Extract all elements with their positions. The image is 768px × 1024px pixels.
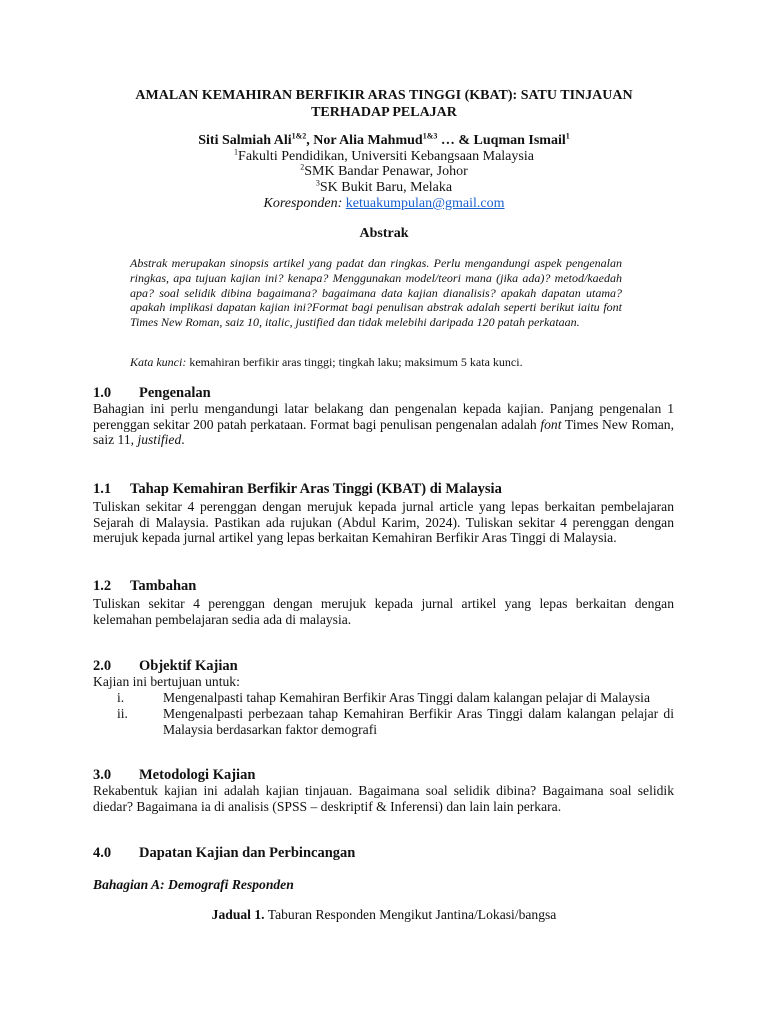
section-1-body-font: font <box>540 416 562 432</box>
correspondence-line <box>0 196 768 212</box>
objective-item-2-text: Mengenalpasti perbezaan tahap Kemahiran Berfikir Aras Tinggi dalam kalangan pelajar di Malaysia berdasarkan faktor demografi <box>163 706 674 737</box>
author-3-name: Luqman Ismail <box>473 133 566 148</box>
section-3-number: 3.0 <box>93 767 112 783</box>
affiliation-1-marker: 1 <box>234 147 239 157</box>
section-1-1-number: 1.1 <box>93 481 112 497</box>
section-1-2-title: Tambahan <box>130 578 197 594</box>
section-3-title: Metodologi Kajian <box>139 767 256 783</box>
section-3-body: Rekabentuk kajian ini adalah kajian tinjauan. Bagaimana soal selidik dibina? Bagaimana soal selidik diedar? Bagaimana ia di analisis (SPSS – deskriptif & Inferensi) dan lain lain perkara. <box>93 783 674 814</box>
section-1-2-number: 1.2 <box>93 578 112 594</box>
section-1-body-justified: justified <box>137 432 182 448</box>
section-4-title: Dapatan Kajian dan Perbincangan <box>139 845 356 861</box>
abstract-body: Abstrak merupakan sinopsis artikel yang padat dan ringkas. Perlu mengandungi aspek pengenalan ringkas, apa tujuan kajian ini? kenapa? Menggunakan model/teori mana (jika ada)? metod/kaedah apa? soal selidik dibina bagaimana? bagaimana data kajian dianalisis? apakah dapatan utama? apakah implikasi dapatan kajian ini?Format bagi penulisan abstrak adalah seperti berikut iaitu font Times New Roman, saiz 10, italic, justified dan tidak melebihi daripada 120 patah perkataan. <box>130 256 622 330</box>
author-3-affiliation: 1 <box>565 131 570 141</box>
section-2-heading <box>93 658 693 675</box>
paper-title-line-2: TERHADAP PELAJAR <box>311 105 457 120</box>
correspondence-label: Koresponden: <box>263 196 343 211</box>
affiliation-2-text: SMK Bandar Penawar, Johor <box>304 164 468 179</box>
author-separator-2: … & <box>437 133 474 148</box>
section-3-heading <box>93 767 693 784</box>
author-2-affiliation: 1&3 <box>422 131 438 141</box>
section-1-2-heading <box>93 578 693 595</box>
affiliation-1 <box>0 149 768 165</box>
author-list <box>0 133 768 149</box>
section-2-intro: Kajian ini bertujuan untuk: <box>93 674 240 689</box>
keywords-text: kemahiran berfikir aras tinggi; tingkah laku; maksimum 5 kata kunci. <box>189 355 523 369</box>
paper-title <box>0 87 768 121</box>
section-1-1-body: Tuliskan sekitar 4 perenggan dengan merujuk kepada jurnal article yang lepas berkaitan pembelajaran Sejarah di Malaysia. Pastikan ada rujukan (Abdul Karim, 2024). Tuliskan sekitar 4 perenggan dengan merujuk kepada jurnal artikel yang lepas berkaitan Kemahiran Berfikir Aras Tinggi di Malaysia. <box>93 499 674 546</box>
keywords-label: Kata kunci: <box>130 355 187 369</box>
affiliation-3 <box>0 180 768 196</box>
section-4-number: 4.0 <box>93 845 112 861</box>
table-1-caption-label: Jadual 1. <box>211 907 265 922</box>
affiliation-1-text: Fakulti Pendidikan, Universiti Kebangsaan Malaysia <box>238 149 534 164</box>
correspondence-email-link[interactable]: ketuakumpulan@gmail.com <box>345 196 505 211</box>
section-4-heading <box>93 845 693 862</box>
objective-item-1 <box>93 690 674 706</box>
paper-title-line-1: AMALAN KEMAHIRAN BERFIKIR ARAS TINGGI (KBAT): SATU TINJAUAN <box>135 88 633 103</box>
table-1-caption <box>0 907 768 923</box>
section-1-heading <box>93 385 693 402</box>
section-1-title: Pengenalan <box>139 385 211 401</box>
section-1-2-body: Tuliskan sekitar 4 perenggan dengan merujuk kepada jurnal artikel yang lepas berkaitan dengan kelemahan pembelajaran sedia ada di malaysia. <box>93 596 674 627</box>
section-1-body-text-b: Times New Roman, saiz 11, <box>93 416 675 448</box>
section-1-body <box>93 401 674 448</box>
table-1-caption-text: Taburan Responden Mengikut Jantina/Lokasi/bangsa <box>267 907 557 922</box>
section-1-body-text-a: Bahagian ini perlu mengandungi latar belakang dan pengenalan kepada kajian. Panjang pengenalan 1 perenggan sekitar 200 patah perkataan. Format bagi penulisan pengenalan adalah <box>93 401 674 432</box>
objective-item-2-marker: ii. <box>117 706 128 721</box>
affiliation-2-marker: 2 <box>300 162 305 172</box>
affiliation-3-text: SK Bukit Baru, Melaka <box>319 180 453 195</box>
author-1-name: Siti Salmiah Ali <box>198 133 292 148</box>
affiliation-3-marker: 3 <box>315 178 320 188</box>
author-separator-1: , <box>306 133 314 148</box>
section-1-1-title: Tahap Kemahiran Berfikir Aras Tinggi (KBAT) di Malaysia <box>130 481 502 497</box>
section-4-subheading: Bahagian A: Demografi Responden <box>93 877 294 892</box>
objective-item-1-marker: i. <box>117 690 125 705</box>
objective-item-1-text: Mengenalpasti tahap Kemahiran Berfikir Aras Tinggi dalam kalangan pelajar di Malaysia <box>163 690 650 705</box>
section-1-1-heading <box>93 481 693 498</box>
affiliation-2 <box>0 164 768 180</box>
author-2-name: Nor Alia Mahmud <box>313 133 423 148</box>
section-2-title: Objektif Kajian <box>139 658 238 674</box>
section-1-body-end: . <box>181 432 185 448</box>
abstract-heading: Abstrak <box>359 226 409 241</box>
objective-item-2 <box>93 706 674 737</box>
author-1-affiliation: 1&2 <box>291 131 307 141</box>
keywords-line <box>130 355 622 369</box>
section-1-number: 1.0 <box>93 385 112 401</box>
section-2-number: 2.0 <box>93 658 112 674</box>
